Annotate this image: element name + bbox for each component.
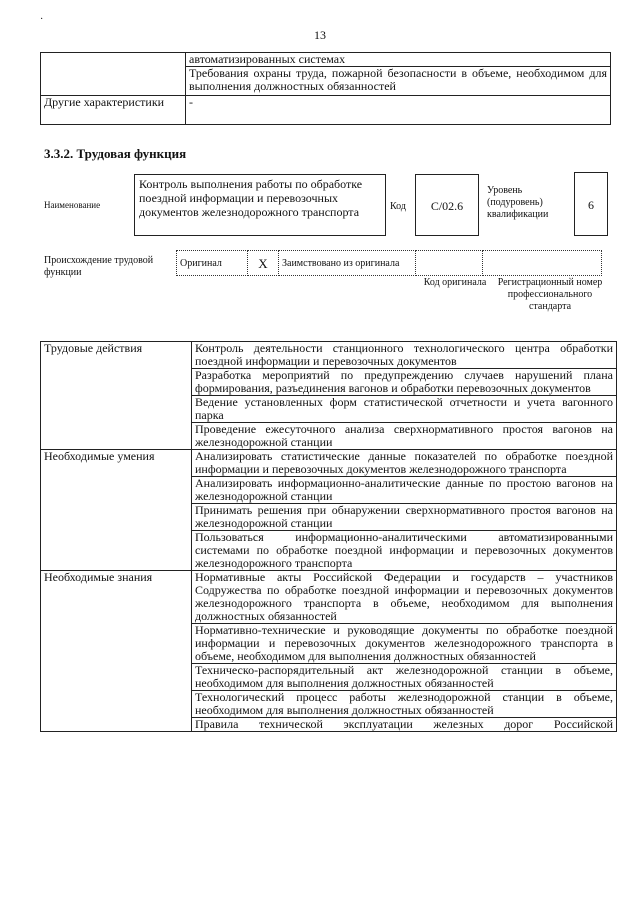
table-item: Контроль деятельности станционного технологического центра обработки поездной информации и перевозочных документов <box>192 342 617 369</box>
code-value-box: С/02.6 <box>415 174 479 236</box>
code-original-label: Код оригинала <box>423 277 487 288</box>
function-name-box: Контроль выполнения работы по обработке поездной информации и перевозочных документов железнодорожного транспорта <box>134 174 386 236</box>
category-knowledge: Необходимые знания <box>41 571 192 732</box>
code-label: Код <box>390 201 406 212</box>
category-skills: Необходимые умения <box>41 450 192 571</box>
table-item: Разработка мероприятий по предупреждению случаев нарушений плана формирования, разъединения вагонов и обработки перевозочных документов <box>192 369 617 396</box>
table-item: Анализировать статистические данные показателей по обработке поездной информации и перевозочных документов железнодорожного транспорта <box>192 450 617 477</box>
top-table-category: Другие характеристики <box>41 96 186 125</box>
name-label: Наименование <box>44 200 101 210</box>
top-table-category <box>41 53 186 96</box>
corner-mark: · <box>40 14 44 25</box>
level-value-box: 6 <box>574 172 608 236</box>
section-title: 3.3.2. Трудовая функция <box>44 146 187 161</box>
table-item: Техническо-распорядительный акт железнодорожной станции в объеме, необходимом для выполнения должностных обязанностей <box>192 664 617 691</box>
origin-table <box>176 250 602 276</box>
table-item: Ведение установленных форм статистической отчетности и учета вагонного парка <box>192 396 617 423</box>
top-table-item: Требования охраны труда, пожарной безопасности в объеме, необходимом для выполнения должностных обязанностей <box>186 67 611 96</box>
code-original-cell <box>416 251 483 276</box>
table-item: Анализировать информационно-аналитические данные по простою вагонов на железнодорожной станции <box>192 477 617 504</box>
origin-label: Происхождение трудовой функции <box>44 255 154 278</box>
borrowed-label: Заимствовано из оригинала <box>279 251 416 276</box>
top-table-item: автоматизированных системах <box>186 53 611 67</box>
table-item: Правила технической эксплуатации железных дорог Российской <box>192 718 617 732</box>
table-item: Принимать решения при обнаружении сверхнормативного простоя вагонов на железнодорожной станции <box>192 504 617 531</box>
category-labor-actions: Трудовые действия <box>41 342 192 450</box>
original-label: Оригинал <box>177 251 248 276</box>
table-item: Нормативные акты Российской Федерации и государств – участников Содружества по обработке поездной информации и перевозочных документов железнодорожного транспорта в объеме, необходимом для выполнения должностных обязанностей <box>192 571 617 624</box>
page-number: 13 <box>314 28 326 42</box>
table-item: Пользоваться информационно-аналитическими автоматизированными системами по обработке поездной информации и перевозочных документов железнодорожного транспорта <box>192 531 617 571</box>
table-item: Проведение ежесуточного анализа сверхнормативного простоя вагонов на железнодорожной станции <box>192 423 617 450</box>
table-item: Нормативно-технические и руководящие документы по обработке поездной информации и перевозочных документов железнодорожного транспорта в объеме, необходимом для выполнения должностных обязанностей <box>192 624 617 664</box>
reg-number-cell <box>483 251 602 276</box>
level-label: Уровень (подуровень) квалификации <box>487 185 549 220</box>
reg-number-label: Регистрационный номер профессионального стандарта <box>497 277 603 312</box>
top-table <box>40 52 611 125</box>
main-table <box>40 341 617 732</box>
table-item: Технологический процесс работы железнодорожной станции в объеме, необходимом для выполнения должностных обязанностей <box>192 691 617 718</box>
original-mark: X <box>248 251 279 276</box>
top-table-item: - <box>186 96 611 125</box>
